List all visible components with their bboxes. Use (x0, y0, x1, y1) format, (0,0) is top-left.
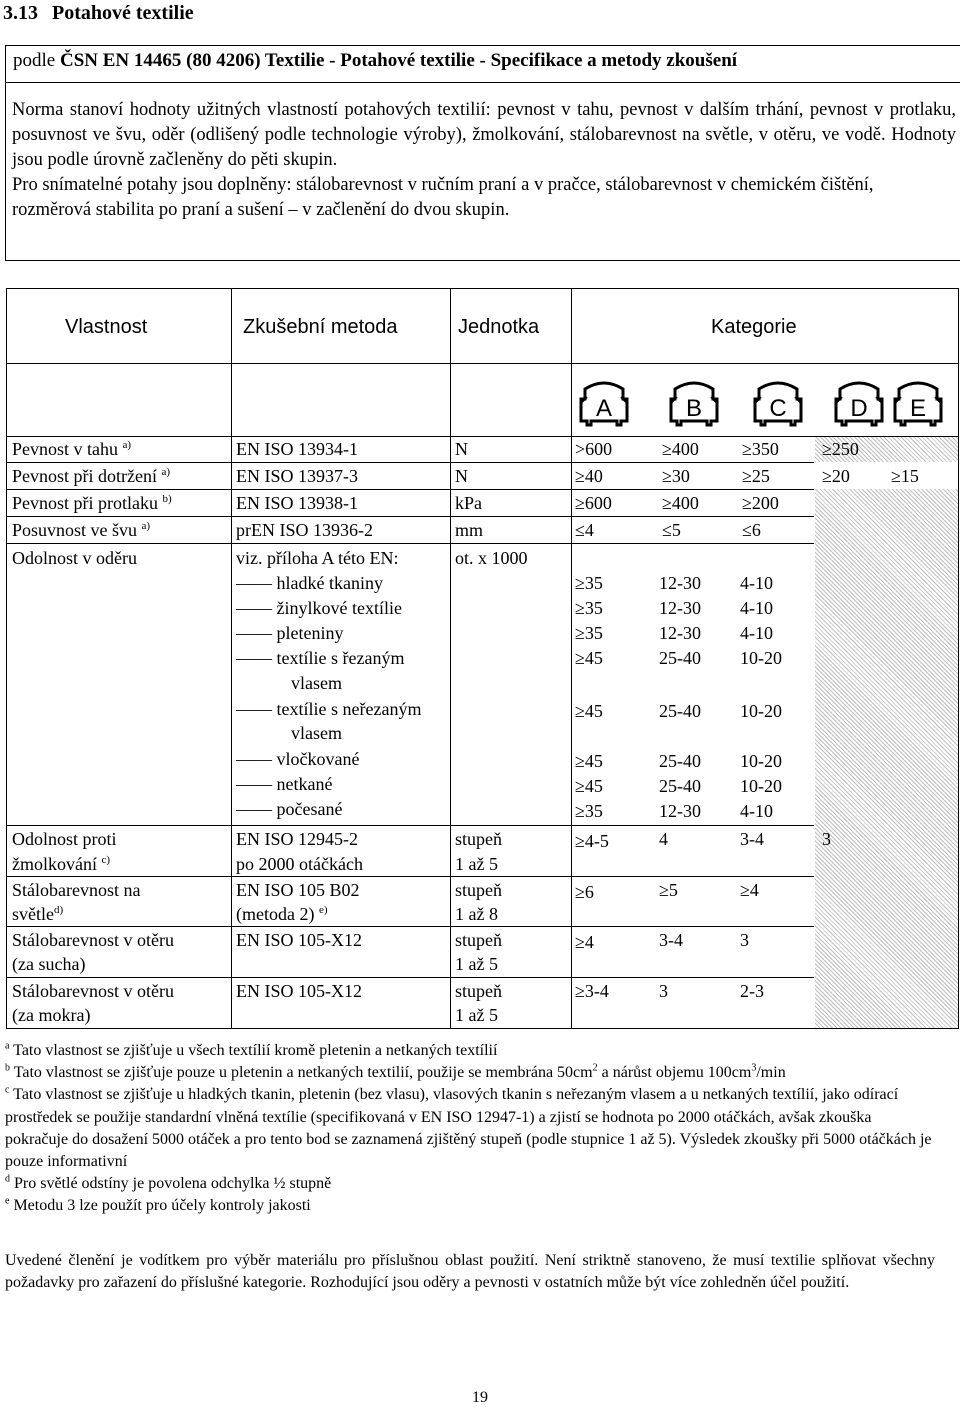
row-property: Pevnost v tahu $^{a)}$ (12, 439, 132, 459)
row-unit: stupeň (455, 880, 502, 900)
value-cat-b: 12-30 (659, 623, 701, 643)
value-cat-c: 10-20 (740, 751, 782, 771)
value-cat-a: ≥35 (575, 573, 603, 593)
category-letter: A (595, 395, 613, 422)
abrasion-subtype: —— žinylkové textílie (236, 598, 402, 618)
value-cat-c: ≥25 (742, 466, 770, 486)
row-unit: stupeň (455, 829, 502, 849)
value-cat-a: ≥35 (575, 598, 603, 618)
armchair-category-B-icon (667, 375, 721, 429)
row-method: prEN ISO 13936-2 (236, 520, 373, 540)
value-cat-b: 12-30 (659, 573, 701, 593)
abrasion-subtype: —— počesané (236, 799, 343, 819)
abrasion-subtype: —— netkané (236, 774, 333, 794)
value-cat-b: 12-30 (659, 598, 701, 618)
armchair-category-C-icon (751, 375, 805, 429)
row-unit: stupeň (455, 981, 502, 1001)
value-cat-b: ≥400 (662, 493, 699, 513)
value-cat-c: 4-10 (740, 623, 773, 643)
standard-box (5, 45, 960, 261)
row-divider (7, 926, 814, 927)
row-method: EN ISO 105-X12 (236, 981, 362, 1001)
row-method: EN ISO 13937-3 (236, 466, 358, 486)
row-divider (7, 825, 814, 826)
intro-paragraph-1: Norma stanoví hodnoty užitných vlastností potahových textilií: pevnost v tahu, pevnost v dalším trhání, pevnost v protlaku, posuvnost ve švu, oděr (odlišený podle technologie výroby), žmolkování, stálobarevnost na světle, v otěru, ve vodě. Hodnoty jsou podle úrovně začleněny do pěti skupin. (12, 100, 956, 170)
value-cat-c: 10-20 (740, 701, 782, 721)
intro-paragraph-2: Pro snímatelné potahy jsou doplněny: stálobarevnost v ručním praní a v pračce, stálobarevnost v chemickém čištění, rozměrová stabilita po praní a sušení – v začlenění do dvou skupin. (12, 175, 874, 220)
value-cat-b: 25-40 (659, 701, 701, 721)
abrasion-subtype: —— textílie s řezaným (236, 648, 405, 668)
row-method: EN ISO 12945-2 (236, 829, 358, 849)
row-method: EN ISO 105 B02 (236, 880, 360, 900)
value-cat-b: 25-40 (659, 776, 701, 796)
value-cat-c: ≤6 (742, 520, 761, 540)
page-number: 19 (472, 1389, 488, 1406)
value-cat-a: ≥45 (575, 776, 603, 796)
armchair-category-E-icon (891, 375, 945, 429)
footnote-b: $^b$ Tato vlastnost se zjišťuje pouze u pletenin a netkaných textilií, použije se membrána $50cm^2$ a nárůst objemu $100cm^3/\min$ (5, 1062, 786, 1082)
row-divider (7, 977, 814, 978)
footnote-e: $^e$ Metodu 3 lze použít pro účely kontroly jakosti (5, 1196, 311, 1215)
row-property: Odolnost proti (12, 829, 117, 849)
value-cat-c: ≥200 (742, 493, 779, 513)
abrasion-subtype: —— pleteniny (236, 623, 344, 643)
value-cat-b: 3 (659, 981, 668, 1001)
abrasion-subtype: —— textílie s neřezaným (236, 699, 422, 719)
abrasion-subtype-cont: vlasem (291, 723, 342, 743)
row-method: viz. příloha A této EN: (236, 548, 399, 568)
value-cat-b: 12-30 (659, 801, 701, 821)
row-divider (7, 876, 814, 877)
value-cat-a: ≥35 (575, 623, 603, 643)
category-letter: B (685, 395, 703, 422)
value-cat-a: ≥45 (575, 751, 603, 771)
value-cat-b: ≥400 (662, 439, 699, 459)
abrasion-subtype: —— hladké tkaniny (236, 573, 383, 593)
value-cat-b: 3-4 (659, 930, 683, 950)
row-method-cont: (metoda 2) $^{e)}$ (236, 904, 328, 924)
row-property: Stálobarevnost v otěru (12, 930, 174, 950)
value-cat-a: ≥6 (575, 882, 594, 902)
row-property-cont: (za sucha) (12, 954, 86, 974)
category-letter: E (909, 395, 927, 422)
row-unit-cont: 1 až 5 (455, 854, 498, 874)
header-property: Vlastnost (65, 316, 148, 338)
standard-prefix: podle (13, 50, 56, 71)
row-divider (7, 489, 814, 490)
row-unit: mm (455, 520, 484, 540)
row-method-cont: po 2000 otáčkách (236, 854, 363, 874)
value-cat-c: 2-3 (740, 981, 764, 1001)
value-cat-c: 4-10 (740, 573, 773, 593)
value-cat-d: ≥250 (822, 439, 859, 459)
row-unit: stupeň (455, 930, 502, 950)
value-cat-e: ≥15 (891, 466, 919, 486)
column-divider (450, 289, 451, 1028)
value-cat-c: 3-4 (740, 829, 764, 849)
footnotes (5, 1040, 935, 1218)
value-cat-a: ≥600 (575, 493, 612, 513)
row-method: EN ISO 13934-1 (236, 439, 358, 459)
box-divider (6, 82, 960, 83)
row-property: Posuvnost ve švu $^{a)}$ (12, 520, 151, 540)
row-property: Odolnost v oděru (12, 548, 137, 568)
value-cat-a: ≥45 (575, 701, 603, 721)
value-cat-a: ≥35 (575, 801, 603, 821)
value-cat-b: 4 (659, 829, 668, 849)
row-property-cont: (za mokra) (12, 1005, 91, 1025)
row-property: Pevnost při dotržení $^{a)}$ (12, 466, 171, 486)
category-letter: C (769, 395, 787, 422)
row-method: EN ISO 105-X12 (236, 930, 362, 950)
row-divider (7, 436, 958, 437)
value-cat-b: 25-40 (659, 648, 701, 668)
intro-text (12, 98, 956, 223)
value-cat-a: ≥45 (575, 648, 603, 668)
row-divider (7, 363, 958, 364)
column-divider (231, 289, 232, 1028)
abrasion-subtype: —— vločkované (236, 749, 360, 769)
value-cat-a: ≥3-4 (575, 981, 609, 1001)
section-number: 3.13 (3, 2, 38, 24)
category-letter: D (850, 395, 868, 422)
row-divider (7, 462, 814, 463)
row-unit-cont: 1 až 8 (455, 904, 498, 924)
footnote-c: $^c$ Tato vlastnost se zjišťuje u hladkých tkanin, pletenin (bez vlasu), vlasových tkanin s neřezaným vlasem a u netkaných textílií, jako odírací prostředek se použije standardní vlněná textílie (specifikovaná v EN ISO 12947-1) a zjistí se hodnota po 2000 otáčkách, avšak zkouška pokračuje do dosažení 5000 otáček a pro tento bod se zaznamená zjištěný stupeň (podle stupnice 1 až 5). Výsledek zkoušky při 5000 otáčkách je pouze informativní (5, 1085, 932, 1171)
column-divider (571, 289, 572, 1028)
value-cat-c: 4-10 (740, 598, 773, 618)
value-cat-b: ≥30 (662, 466, 690, 486)
value-cat-c: 10-20 (740, 776, 782, 796)
abrasion-subtype-cont: vlasem (291, 673, 342, 693)
row-unit-cont: 1 až 5 (455, 954, 498, 974)
row-divider (7, 516, 814, 517)
footnote-d: $^d$ Pro světlé odstíny je povolena odchylka ½ stupně (5, 1173, 332, 1193)
shaded-cell (815, 489, 958, 1028)
header-category: Kategorie (711, 316, 797, 338)
value-cat-c: 10-20 (740, 648, 782, 668)
value-cat-b: ≤5 (662, 520, 681, 540)
value-cat-c: ≥350 (742, 439, 779, 459)
section-title: Potahové textilie (52, 2, 194, 24)
value-cat-a: >600 (575, 439, 613, 459)
row-property: Stálobarevnost na (12, 880, 141, 900)
value-cat-a: ≥40 (575, 466, 603, 486)
row-unit-cont: 1 až 5 (455, 1005, 498, 1025)
header-unit: Jednotka (458, 316, 540, 338)
value-cat-a: ≥4 (575, 932, 594, 952)
header-method: Zkušební metoda (243, 316, 398, 338)
value-cat-b: ≥5 (659, 880, 678, 900)
row-property-cont: světle$^{d)}$ (12, 904, 64, 924)
armchair-category-A-icon (577, 375, 631, 429)
value-cat-c: ≥4 (740, 880, 759, 900)
armchair-category-D-icon (832, 375, 886, 429)
row-unit: N (455, 466, 468, 486)
row-unit: N (455, 439, 468, 459)
row-unit: kPa (455, 493, 482, 513)
value-cat-a: ≤4 (575, 520, 594, 540)
standard-reference (13, 50, 737, 72)
value-cat-c: 4-10 (740, 801, 773, 821)
row-unit: ot. x 1000 (455, 548, 528, 568)
row-method: EN ISO 13938-1 (236, 493, 358, 513)
footnote-a: $^a$ Tato vlastnost se zjišťuje u všech textílií kromě pletenin a netkaných textílií (5, 1040, 498, 1059)
properties-table (6, 288, 959, 1029)
closing-paragraph: Uvedené členění je vodítkem pro výběr materiálu pro příslušnou oblast použití. Není striktně stanoveno, že musí textilie splňovat všechny požadavky pro zařazení do příslušné kategorie. Rozhodující jsou oděry a pevnosti v ostatních může být více zohledněn účel použití. (5, 1252, 935, 1292)
value-cat-d: ≥20 (822, 466, 850, 486)
row-divider (7, 543, 814, 544)
value-cat-a: ≥4-5 (575, 831, 609, 851)
value-cat-b: 25-40 (659, 751, 701, 771)
row-property: Pevnost při protlaku $^{b)}$ (12, 493, 172, 513)
value-cat-c: 3 (740, 930, 749, 950)
standard-name: ČSN EN 14465 (80 4206) Textilie - Potahové textilie - Specifikace a metody zkoušení (59, 50, 738, 71)
row-property-cont: žmolkování $^{c)}$ (12, 854, 111, 874)
section-heading (3, 2, 194, 25)
row-property: Stálobarevnost v otěru (12, 981, 174, 1001)
value-cat-d: 3 (822, 829, 831, 849)
